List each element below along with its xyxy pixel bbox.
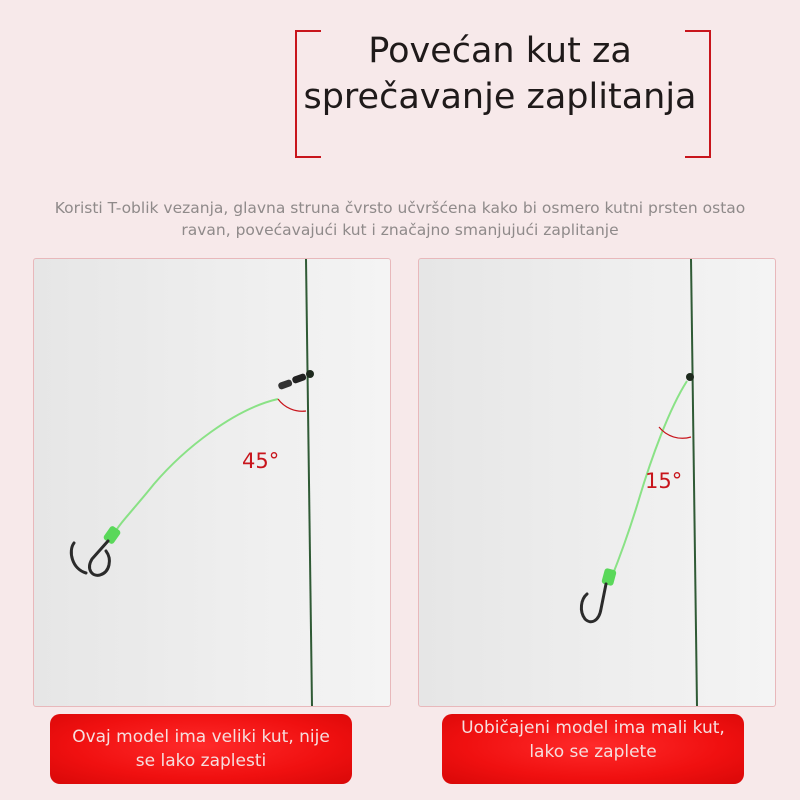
angle-arc [278, 399, 306, 411]
main-line [691, 259, 697, 706]
rig-photo-large-angle [34, 259, 390, 706]
fishing-hook-icon [581, 568, 616, 622]
fishing-hook-icon [71, 525, 121, 575]
comparison-panel-small-angle [418, 258, 776, 707]
main-line [306, 259, 312, 706]
rig-photo-small-angle [419, 259, 775, 706]
page-description: Koristi T-oblik vezanja, glavna struna čvrsto učvršćena kako bi osmero kutni prsten ostao ravan, povećavajući kut i značajno smanjujući zaplitanje [54, 199, 746, 239]
knot-icon [686, 373, 694, 381]
page-title: Povećan kut za sprečavanje zaplitanja [303, 31, 697, 117]
comparison-panel-large-angle [33, 258, 391, 707]
angle-label-small: 15° [645, 469, 683, 493]
angle-label-large: 45° [242, 449, 280, 473]
caption-small-angle: Uobičajeni model ima mali kut, lako se zaplete [442, 714, 744, 784]
caption-large-angle: Ovaj model ima veliki kut, nije se lako zaplesti [50, 714, 352, 784]
